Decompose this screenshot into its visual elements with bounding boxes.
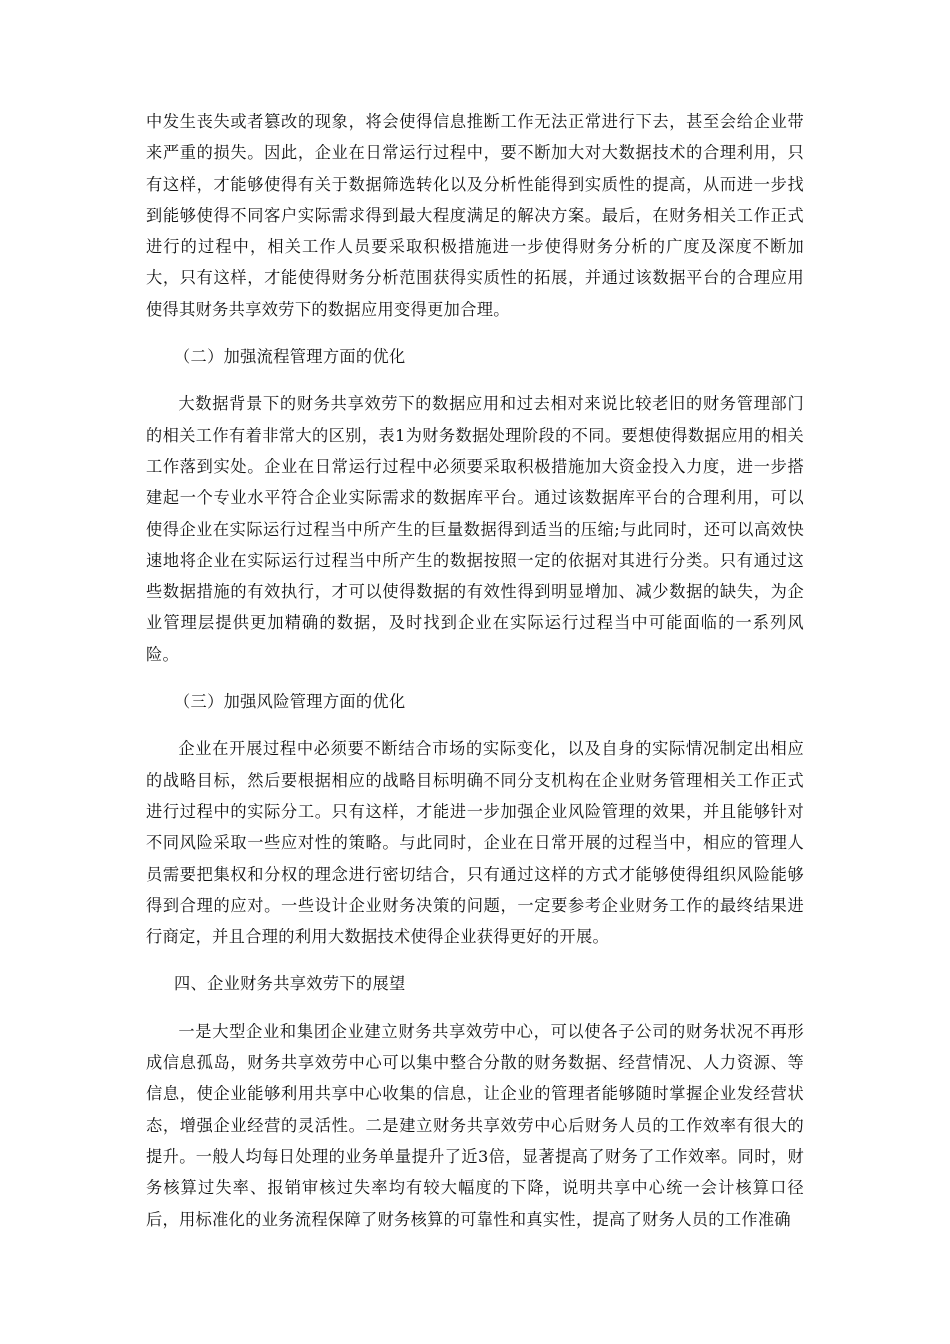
document-page [146,106,804,1235]
paragraph-risk: 企业在开展过程中必须要不断结合市场的实际变化，以及自身的实际情况制定出相应的战略目标，然后要根据相应的战略目标明确不同分支机构在企业财务管理相关工作正式进行过程中的实际分工。只有这样，才能进一步加强企业风险管理的效果，并且能够针对不同风险采取一些应对性的策略。与此同时，企业在日常开展的过程当中，相应的管理人员需要把集权和分权的理念进行密切结合，只有通过这样的方式才能够使得组织风险能够得到合理的应对。一些设计企业财务决策的问题，一定要参考企业财务工作的最终结果进行商定，并且合理的利用大数据技术使得企业获得更好的开展。 [146,739,804,947]
paragraph-continued: 中发生丧失或者篡改的现象，将会使得信息推断工作无法正常进行下去，甚至会给企业带来严重的损失。因此，企业在日常运行过程中，要不断加大对大数据技术的合理利用，只有这样，才能够使得有关于数据筛选转化以及分析性能得到实质性的提高，从而进一步找到能够使得不同客户实际需求得到最大程度满足的解决方案。最后，在财务相关工作正式进行的过程中，相关工作人员要采取积极措施进一步使得财务分析的广度及深度不断加大，只有这样，才能使得财务分析范围获得实质性的拓展，并通过该数据平台的合理应用使得其财务共享效劳下的数据应用变得更加合理。 [146,112,804,319]
section-heading-risk: （三）加强风险管理方面的优化 [174,692,406,712]
paragraph-outlook: 一是大型企业和集团企业建立财务共享效劳中心，可以使各子公司的财务状况不再形成信息孤岛，财务共享效劳中心可以集中整合分散的财务数据、经营情况、人力资源、等信息，使企业能够利用共享中心收集的信息，让企业的管理者能够随时掌握企业发经营状态，增强企业经营的灵活性。二是建立财务共享效劳中心后财务人员的工作效率有很大的提升。一般人均每日处理的业务单量提升了近3倍，显著提高了财务了工作效率。同时，财务核算过失率、报销审核过失率均有较大幅度的下降，说明共享中心统一会计核算口径后，用标准化的业务流程保障了财务核算的可靠性和真实性，提高了财务人员的工作准确 [146,1021,804,1229]
section-heading-outlook: 四、企业财务共享效劳下的展望 [174,974,406,994]
section-heading-process: （二）加强流程管理方面的优化 [174,347,406,367]
paragraph-process: 大数据背景下的财务共享效劳下的数据应用和过去相对来说比较老旧的财务管理部门的相关工作有着非常大的区别，表1为财务数据处理阶段的不同。要想使得数据应用的相关工作落到实处。企业在日常运行过程中必须要采取积极措施加大资金投入力度，进一步搭建起一个专业水平符合企业实际需求的数据库平台。通过该数据库平台的合理利用，可以使得企业在实际运行过程当中所产生的巨量数据得到适当的压缩;与此同时，还可以高效快速地将企业在实际运行过程当中所产生的数据按照一定的依据对其进行分类。只有通过这些数据措施的有效执行，才可以使得数据的有效性得到明显增加、减少数据的缺失，为企业管理层提供更加精确的数据，及时找到企业在实际运行过程当中可能面临的一系列风险。 [146,394,804,664]
